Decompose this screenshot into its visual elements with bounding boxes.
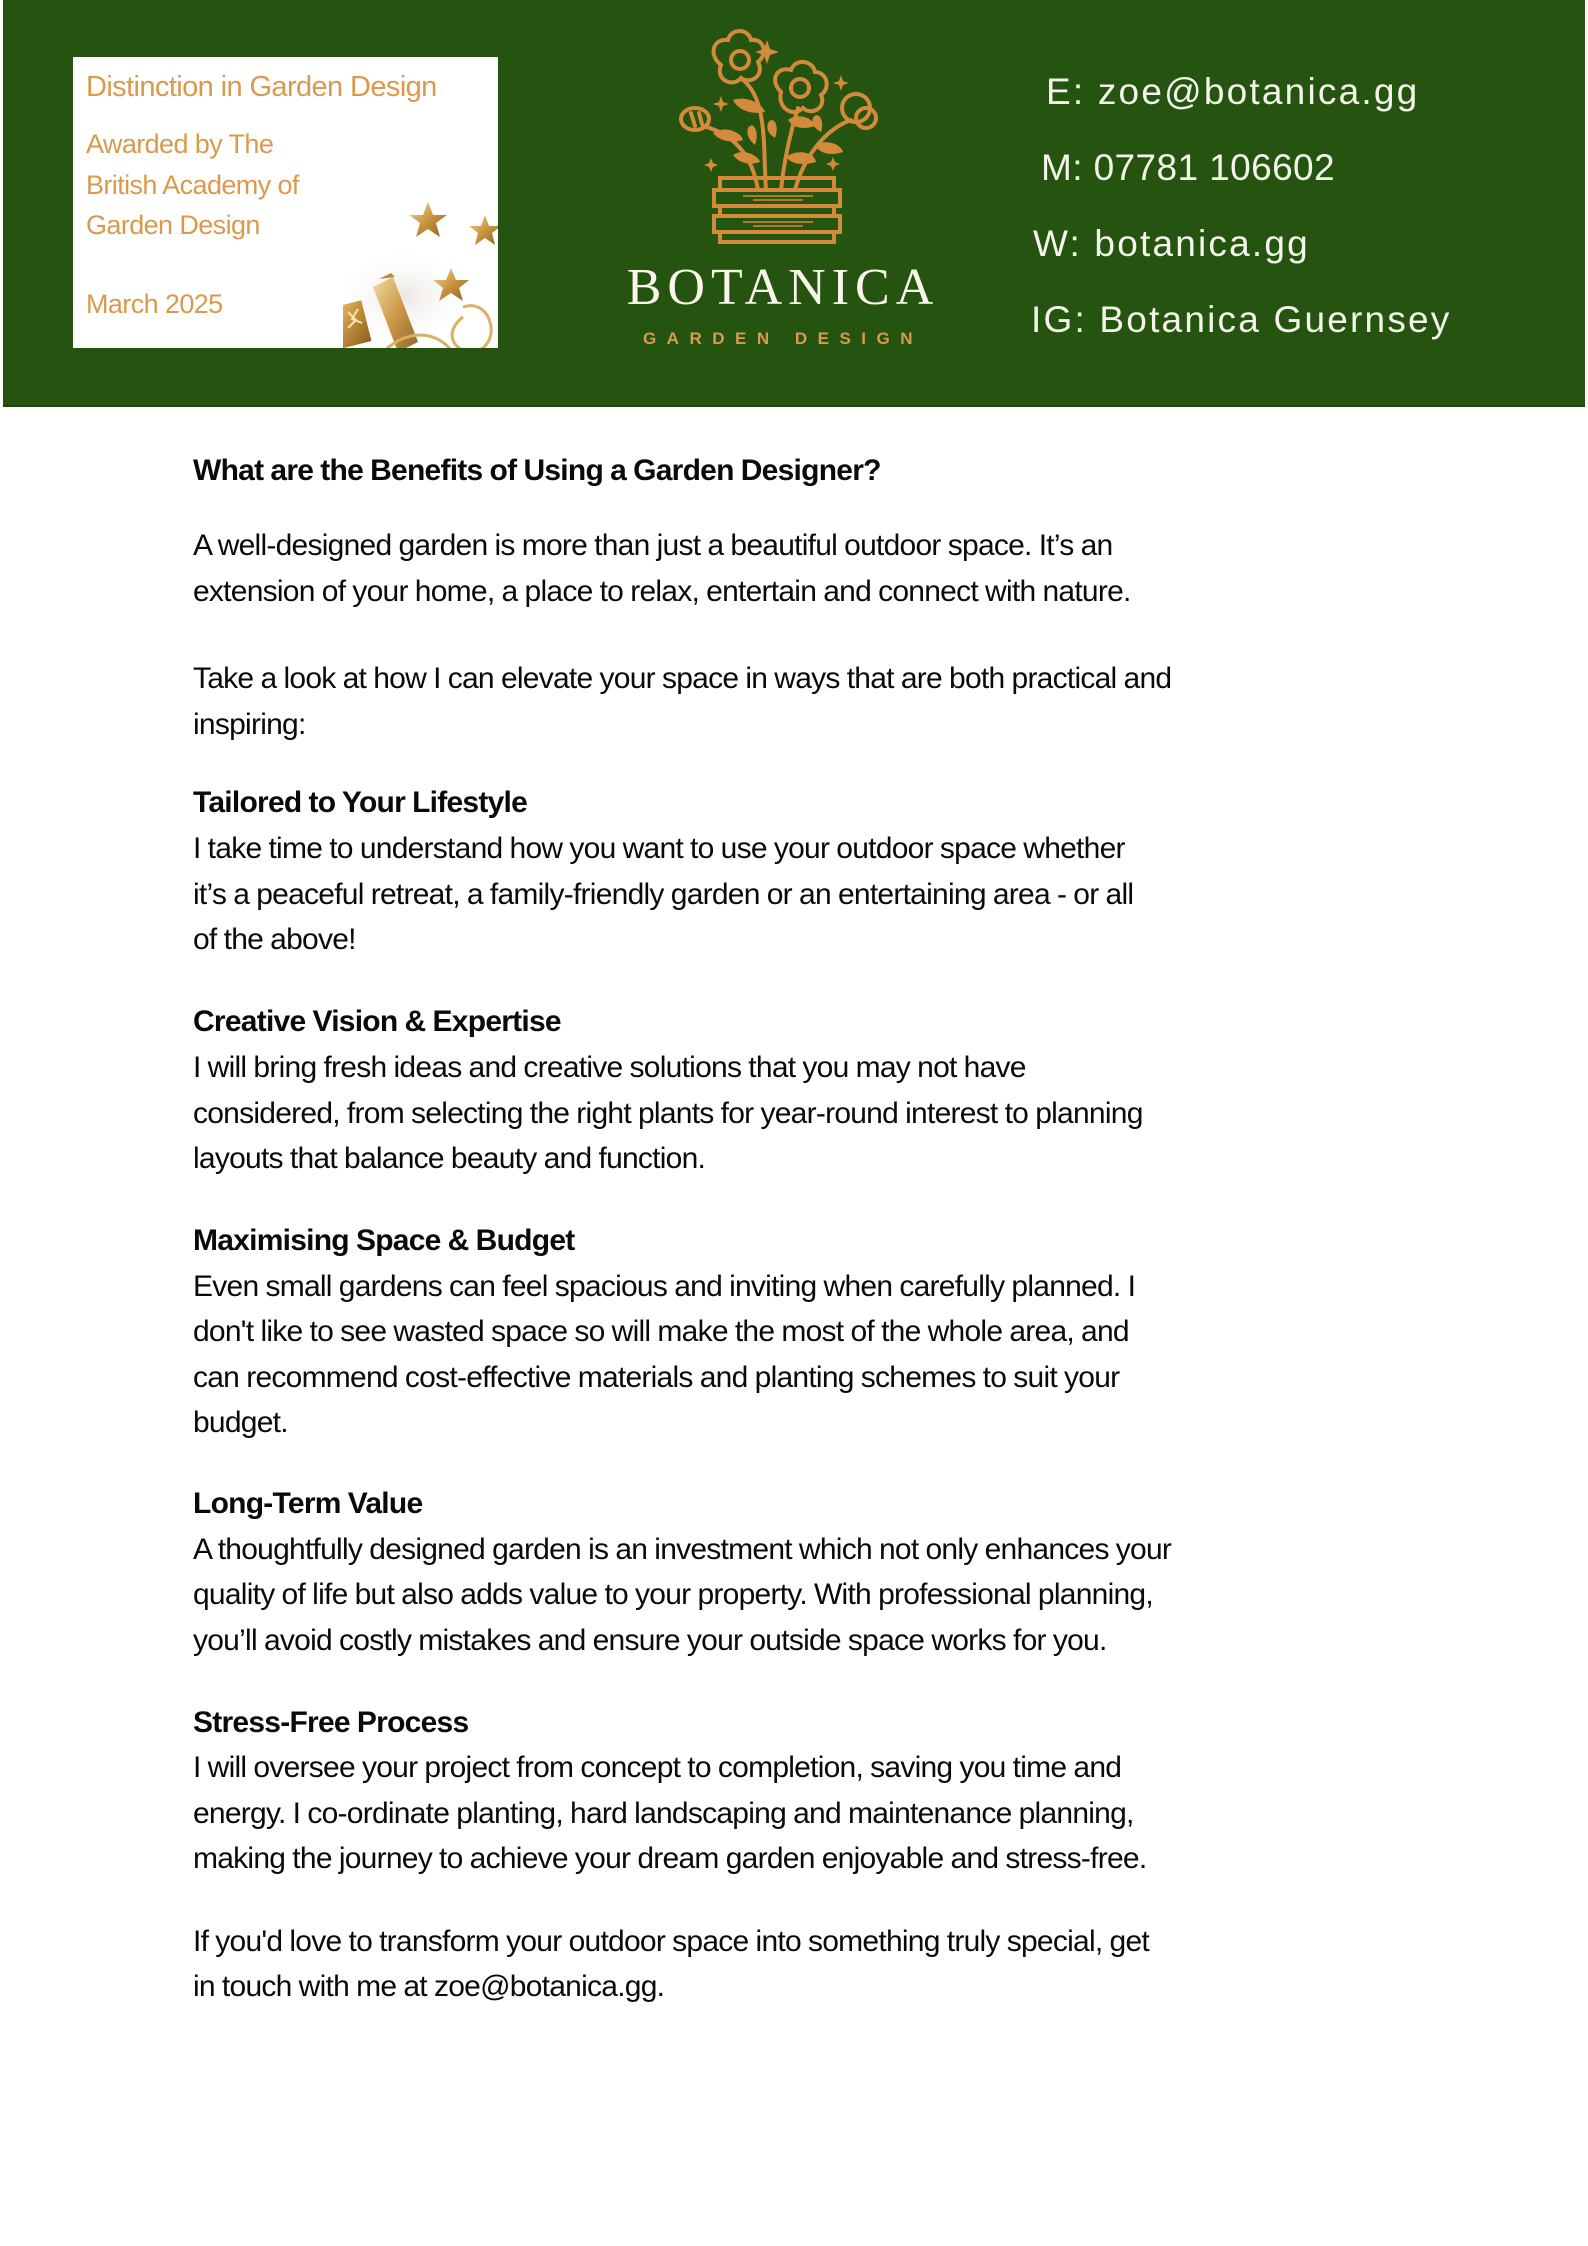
brand-name: BOTANICA — [626, 259, 940, 316]
star-icon — [409, 202, 447, 237]
header-banner — [3, 0, 1585, 407]
paragraph-line: A well-designed garden is more than just a beautiful outdoor space. It’s an — [193, 529, 1113, 562]
paragraph-line: can recommend cost-effective materials and planting schemes to suit your — [193, 1361, 1120, 1394]
contact-website[interactable]: W: botanica.gg — [1033, 223, 1310, 264]
section-heading: Stress-Free Process — [193, 1706, 469, 1739]
flower-pot-icon — [603, 20, 963, 260]
award-title: Distinction in Garden Design — [86, 71, 437, 103]
award-date: March 2025 — [86, 289, 223, 319]
section-heading: Maximising Space & Budget — [193, 1224, 575, 1257]
award-line: British Academy of — [86, 170, 299, 200]
paragraph-line: I take time to understand how you want to use your outdoor space whether — [193, 832, 1125, 865]
paragraph-line: of the above! — [193, 923, 356, 956]
section-heading: Creative Vision & Expertise — [193, 1005, 561, 1038]
paragraph-line: you’ll avoid costly mistakes and ensure your outside space works for you. — [193, 1624, 1107, 1657]
paragraph-line: considered, from selecting the right plants for year-round interest to planning — [193, 1097, 1143, 1130]
brand-tagline: GARDEN DESIGN — [642, 329, 924, 348]
section-heading: Tailored to Your Lifestyle — [193, 786, 528, 819]
paragraph-line: inspiring: — [193, 708, 306, 741]
paragraph-line: Take a look at how I can elevate your space in ways that are both practical and — [193, 662, 1172, 695]
award-line: Garden Design — [86, 210, 260, 240]
contact-email[interactable]: E: zoe@botanica.gg — [1046, 71, 1420, 112]
page-title: What are the Benefits of Using a Garden Designer? — [193, 454, 881, 487]
paragraph-line: it’s a peaceful retreat, a family-friendly garden or an entertaining area - or all — [193, 878, 1134, 911]
paragraph-line: A thoughtfully designed garden is an investment which not only enhances your — [193, 1533, 1172, 1566]
paragraph-line: I will oversee your project from concept to completion, saving you time and — [193, 1751, 1122, 1784]
award-line: Awarded by The — [86, 129, 274, 159]
paragraph-line: layouts that balance beauty and function. — [193, 1142, 706, 1175]
champagne-stars-illustration — [343, 157, 498, 348]
paragraph-line: don't like to see wasted space so will make the most of the whole area, and — [193, 1315, 1129, 1348]
paragraph-line: energy. I co-ordinate planting, hard landscaping and maintenance planning, — [193, 1797, 1134, 1830]
paragraph-line: quality of life but also adds value to your property. With professional planning, — [193, 1578, 1153, 1611]
award-badge — [73, 57, 498, 348]
paragraph-line: Even small gardens can feel spacious and inviting when carefully planned. I — [193, 1270, 1136, 1303]
paragraph-line: in touch with me at zoe@botanica.gg. — [193, 1970, 665, 2003]
paragraph-line: I will bring fresh ideas and creative solutions that you may not have — [193, 1051, 1026, 1084]
botanica-logo — [603, 20, 963, 360]
section-heading: Long-Term Value — [193, 1487, 423, 1520]
contact-instagram[interactable]: IG: Botanica Guernsey — [1031, 299, 1452, 340]
paragraph-line: If you'd love to transform your outdoor space into something truly special, get — [193, 1925, 1150, 1958]
paragraph-line: extension of your home, a place to relax, entertain and connect with nature. — [193, 575, 1131, 608]
paragraph-line: making the journey to achieve your dream garden enjoyable and stress-free. — [193, 1842, 1147, 1875]
paragraph-line: budget. — [193, 1406, 288, 1439]
contact-mobile[interactable]: M: 07781 106602 — [1041, 147, 1336, 188]
